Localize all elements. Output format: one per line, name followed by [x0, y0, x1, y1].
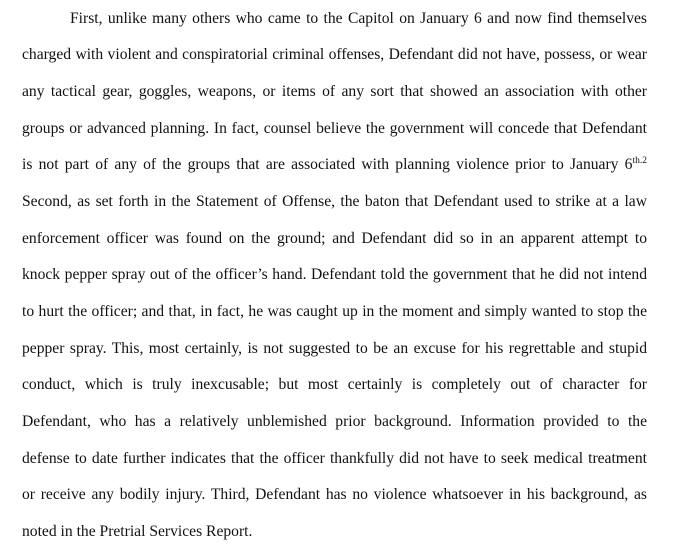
text-line-13: defense to date further indicates that the officer thankfully did not have to seek medical treatment [22, 450, 647, 467]
text-line-7: enforcement officer was found on the ground; and Defendant did so in an apparent attempt to [22, 230, 647, 247]
text-line-2: charged with violent and conspiratorial criminal offenses, Defendant did not have, possess, or wear [22, 46, 647, 63]
text-line-8: knock pepper spray out of the officer’s hand. Defendant told the government that he did not intend [22, 266, 647, 283]
text-line-5-body: is not part of any of the groups that are associated with planning violence prior to January 6 [22, 156, 633, 173]
text-line-4: groups or advanced planning. In fact, counsel believe the government will concede that Defendant [22, 120, 647, 137]
footnote-reference: .2 [639, 156, 647, 166]
text-line-9: to hurt the officer; and that, in fact, he was caught up in the moment and simply wanted to stop the [22, 303, 647, 320]
text-line-5 [22, 154, 647, 176]
text-line-3: any tactical gear, goggles, weapons, or items of any sort that showed an association with other [22, 83, 647, 100]
text-line-10: pepper spray. This, most certainly, is not suggested to be an excuse for his regrettable and stupid [22, 340, 647, 357]
text-line-11: conduct, which is truly inexcusable; but most certainly is completely out of character for [22, 376, 647, 393]
text-line-14: or receive any bodily injury. Third, Defendant has no violence whatsoever in his background, as [22, 486, 647, 503]
text-line-1: First, unlike many others who came to the Capitol on January 6 and now find themselves [70, 10, 647, 27]
text-line-6: Second, as set forth in the Statement of Offense, the baton that Defendant used to strike at a law [22, 193, 647, 210]
ordinal-suffix: th [632, 156, 640, 166]
text-line-12: Defendant, who has a relatively unblemished prior background. Information provided to the [22, 413, 647, 430]
text-line-15: noted in the Pretrial Services Report. [22, 523, 253, 540]
